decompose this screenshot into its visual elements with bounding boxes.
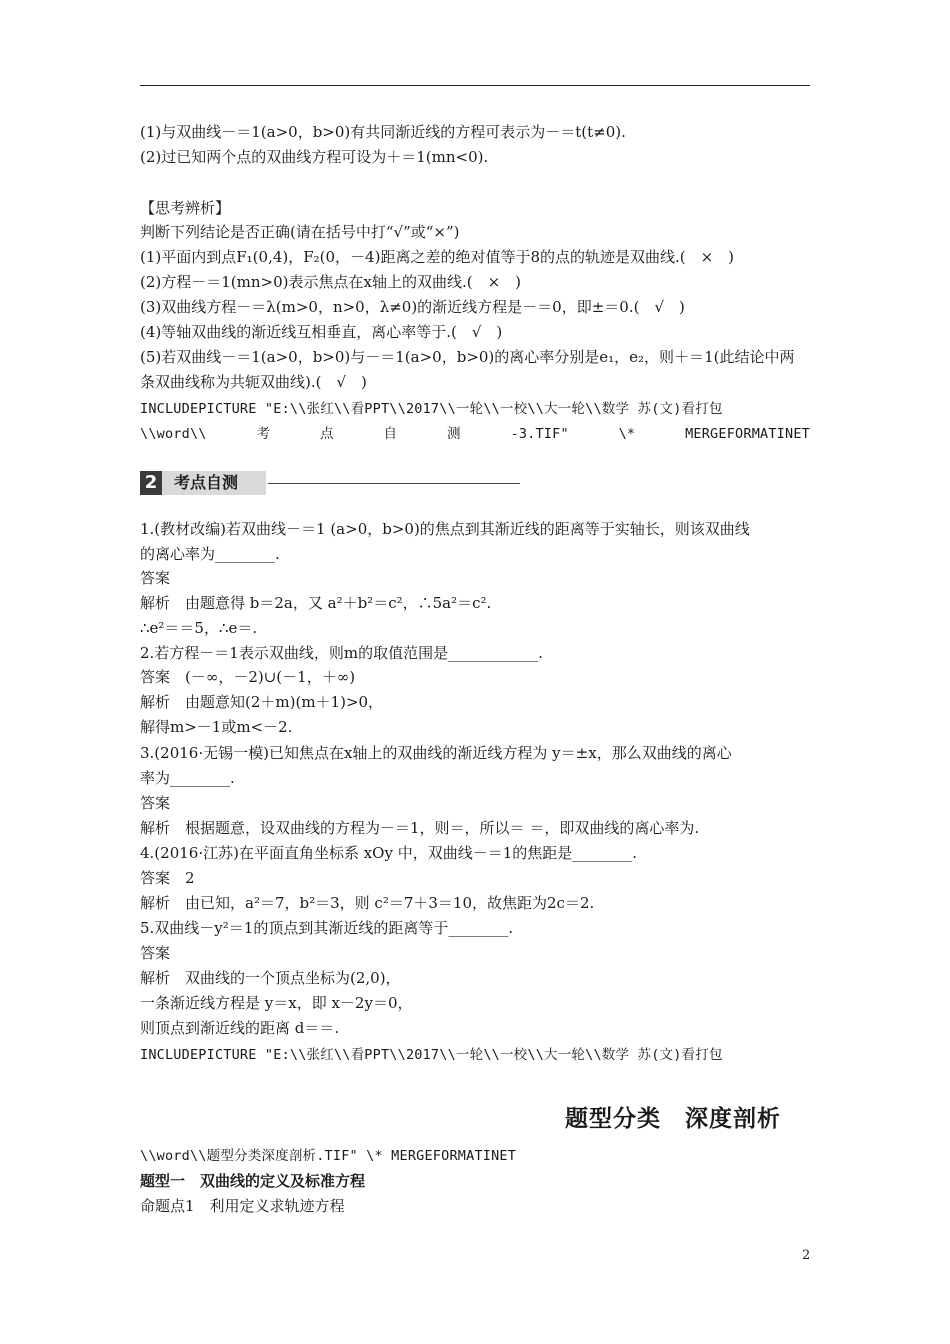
answer-line: 答案 — [140, 794, 171, 812]
analysis-line: 解析 由题意得 b＝2a，又 a²＋b²＝c²，∴5a²＝c². — [140, 594, 492, 612]
field-code-part: 点 — [319, 426, 334, 442]
analysis-line: ∴e²＝＝5，∴e＝. — [140, 619, 258, 637]
analysis-line: 解析 由题意知(2＋m)(m＋1)>0， — [140, 693, 384, 711]
field-code-part: -3.TIF" — [510, 426, 569, 442]
analysis-line: 解得m>－1或m<－2. — [140, 718, 293, 736]
section-number: 2 — [140, 471, 162, 495]
subtopic-heading: 命题点1 利用定义求轨迹方程 — [140, 1197, 345, 1215]
answer-line: 答案 (－∞，－2)∪(－1，＋∞) — [140, 668, 356, 686]
question-line: 5.双曲线－y²＝1的顶点到其渐近线的距离等于________. — [140, 919, 514, 937]
field-code-line: \\word\\题型分类深度剖析.TIF" \* MERGEFORMATINET — [140, 1148, 517, 1164]
section-title: 考点自测 — [162, 471, 266, 495]
field-code-line — [140, 423, 810, 445]
field-code-part: \* — [618, 426, 636, 442]
text-line: 判断下列结论是否正确(请在括号中打“√”或“×”) — [140, 223, 460, 241]
text-line: 条双曲线称为共轭双曲线).( √ ) — [140, 373, 367, 391]
field-code-part: 自 — [383, 426, 398, 442]
analysis-line: 则顶点到渐近线的距离 d＝＝. — [140, 1019, 340, 1037]
text-line: (1)平面内到点F₁(0,4)，F₂(0，－4)距离之差的绝对值等于8的点的轨迹是双曲线.( × ) — [140, 248, 735, 266]
field-code-part: 考 — [256, 426, 271, 442]
field-code-part: MERGEFORMATINET — [685, 426, 810, 442]
subheading: 【思考辨析】 — [140, 199, 231, 217]
page-number: 2 — [802, 1248, 811, 1263]
question-line: 的离心率为________. — [140, 545, 280, 563]
chapter-title: 题型分类 深度剖析 — [565, 1106, 781, 1132]
header-rule — [140, 85, 810, 86]
field-code-line: INCLUDEPICTURE "E:\\张红\\看PPT\\2017\\一轮\\一校\\大一轮\\数学 苏(文)看打包 — [140, 401, 723, 417]
text-line: (2)方程－＝1(mn>0)表示焦点在x轴上的双曲线.( × ) — [140, 273, 521, 291]
analysis-line: 解析 由已知，a²＝7，b²＝3，则 c²＝7＋3＝10，故焦距为2c＝2. — [140, 894, 595, 912]
answer-line: 答案 — [140, 944, 171, 962]
field-code-line: INCLUDEPICTURE "E:\\张红\\看PPT\\2017\\一轮\\一校\\大一轮\\数学 苏(文)看打包 — [140, 1047, 723, 1063]
field-code-part: \\word\\ — [140, 426, 207, 442]
analysis-line: 解析 根据题意，设双曲线的方程为－＝1，则＝，所以＝ ＝，即双曲线的离心率为. — [140, 819, 700, 837]
topic-heading: 题型一 双曲线的定义及标准方程 — [140, 1172, 366, 1190]
text-line: (2)过已知两个点的双曲线方程可设为＋＝1(mn<0). — [140, 148, 489, 166]
text-line: (1)与双曲线－＝1(a>0，b>0)有共同渐近线的方程可表示为－＝t(t≠0). — [140, 123, 626, 141]
text-line: (4)等轴双曲线的渐近线互相垂直，离心率等于.( √ ) — [140, 323, 503, 341]
question-line: 3.(2016·无锡一模)已知焦点在x轴上的双曲线的渐近线方程为 y＝±x，那么双曲线的离心 — [140, 744, 732, 762]
question-line: 2.若方程－＝1表示双曲线，则m的取值范围是____________. — [140, 644, 543, 662]
section-divider — [268, 483, 520, 484]
question-line: 1.(教材改编)若双曲线－＝1 (a>0，b>0)的焦点到其渐近线的距离等于实轴长，则该双曲线 — [140, 520, 750, 538]
answer-line: 答案 — [140, 569, 171, 587]
field-code-part: 测 — [446, 426, 461, 442]
analysis-line: 解析 双曲线的一个顶点坐标为(2,0)， — [140, 969, 401, 987]
text-line: (5)若双曲线－＝1(a>0，b>0)与－＝1(a>0，b>0)的离心率分别是e₁，e₂，则＋＝1(此结论中两 — [140, 348, 795, 366]
text-line: (3)双曲线方程－＝λ(m>0，n>0，λ≠0)的渐近线方程是－＝0，即±＝0.( √ ) — [140, 298, 685, 316]
analysis-line: 一条渐近线方程是 y＝x，即 x－2y＝0， — [140, 994, 413, 1012]
answer-line: 答案 2 — [140, 869, 195, 887]
question-line: 率为________. — [140, 769, 235, 787]
question-line: 4.(2016·江苏)在平面直角坐标系 xOy 中，双曲线－＝1的焦距是________. — [140, 844, 638, 862]
